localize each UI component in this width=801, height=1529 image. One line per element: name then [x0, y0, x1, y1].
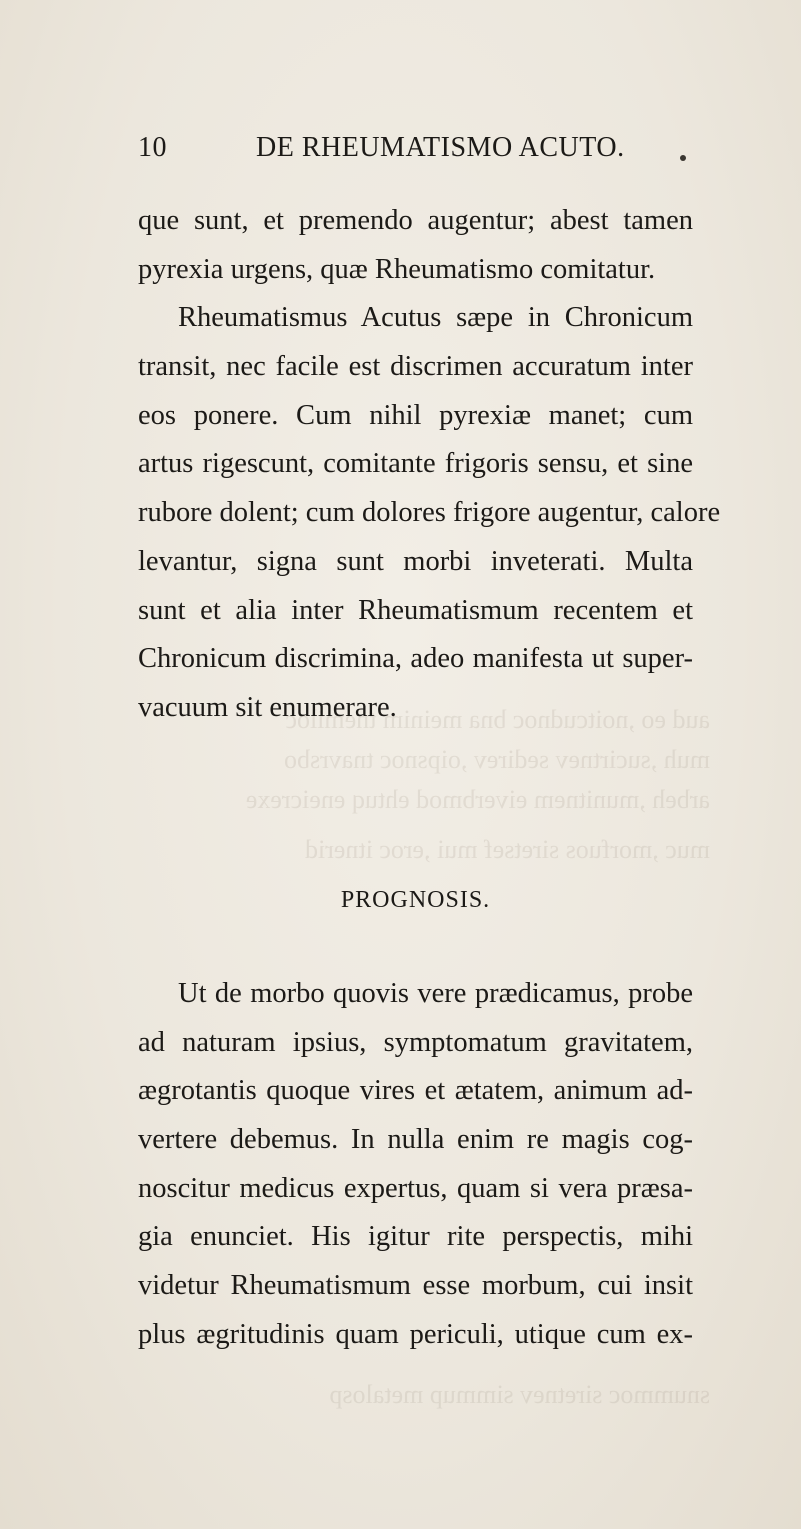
- text-line: artus rigescunt, comitante frigoris sensu, et sine: [138, 448, 693, 480]
- show-through-texture: arbeh ,munitnem eiverbmod ehtuq eneicrexe: [245, 785, 710, 814]
- page-number: 10: [138, 132, 167, 163]
- text-line: videtur Rheumatismum esse morbum, cui insit: [138, 1270, 693, 1302]
- text-line: ad naturam ipsius, symptomatum gravitatem,: [138, 1026, 693, 1058]
- text-line: Chronicum discrimina, adeo manifesta ut super-: [138, 643, 693, 675]
- text-line: transit, nec facile est discrimen accuratum inter: [138, 351, 693, 383]
- show-through-texture: muh ,sucirtnev sedirev ,oipsnoc tnavrsbo: [283, 745, 710, 774]
- text-line: gia enunciet. His igitur rite perspectis, mihi: [138, 1221, 693, 1253]
- ink-speck: [680, 155, 686, 161]
- text-line: ægrotantis quoque vires et ætatem, animum ad-: [138, 1075, 693, 1107]
- text-line: levantur, signa sunt morbi inveterati. Multa: [138, 545, 693, 577]
- show-through-texture: aud eo ,noitcudnoc bna meinim tnemiloc: [285, 705, 710, 734]
- running-title: DE RHEUMATISMO ACUTO.: [256, 132, 625, 163]
- text-line: plus ægritudinis quam periculi, utique cum ex-: [138, 1318, 693, 1350]
- text-line: Ut de morbo quovis vere prædicamus, probe: [178, 978, 693, 1009]
- body-text-lower: [138, 970, 693, 1360]
- show-through-texture: muc ,morfuos siretsef mui ,eroc itnerid: [304, 835, 710, 864]
- text-line: vertere debemus. In nulla enim re magis cog-: [138, 1124, 693, 1156]
- text-line: sunt et alia inter Rheumatismum recentem et: [138, 594, 693, 626]
- show-through-texture: snummoc siretnev simmup metalosp: [329, 1380, 710, 1409]
- text-line: vacuum sit enumerare.: [138, 691, 397, 723]
- text-line: que sunt, et premendo augentur; abest tamen: [138, 205, 693, 236]
- text-line: Rheumatismus Acutus sæpe in Chronicum: [178, 302, 693, 334]
- text-line: pyrexia urgens, quæ Rheumatismo comitatur.: [138, 253, 656, 285]
- page-header: [138, 132, 698, 176]
- text-line: rubore dolent; cum dolores frigore augentur, calore: [138, 497, 721, 529]
- section-heading: PROGNOSIS.: [340, 887, 491, 913]
- text-line: noscitur medicus expertus, quam si vera præsa-: [138, 1172, 693, 1204]
- text-line: eos ponere. Cum nihil pyrexiæ manet; cum: [138, 399, 693, 431]
- body-text-upper: [138, 197, 721, 733]
